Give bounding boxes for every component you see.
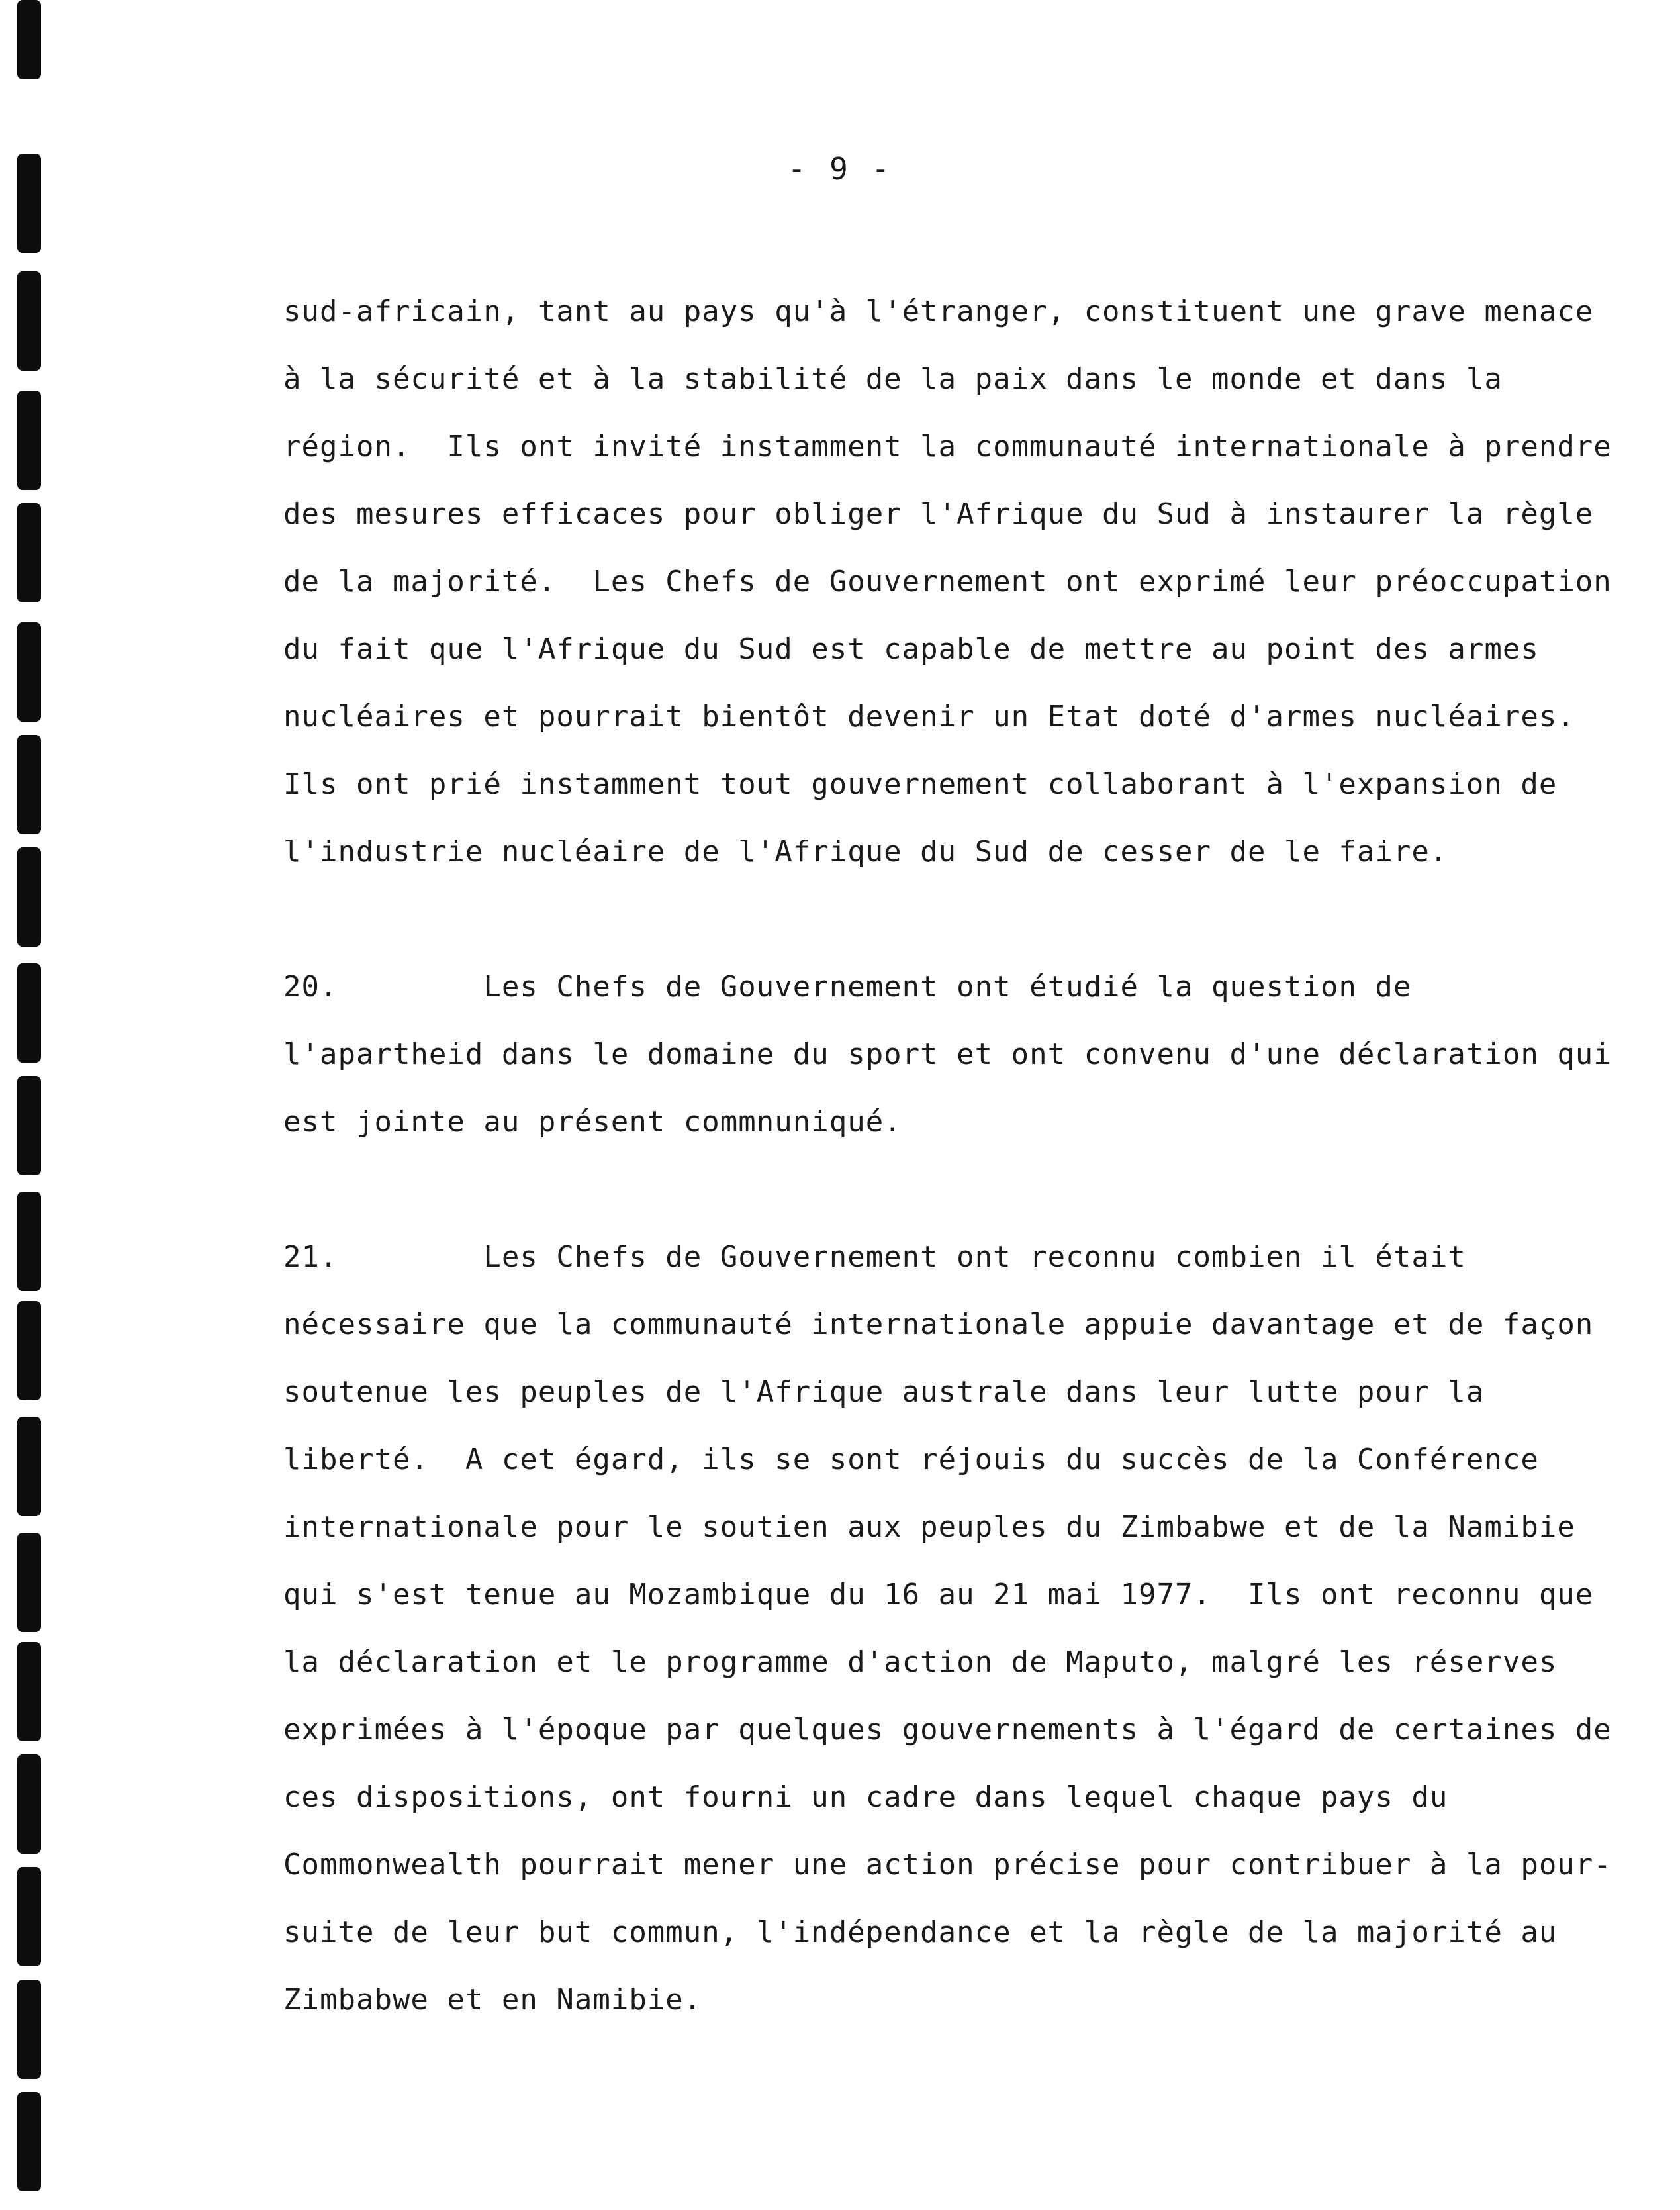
punch-mark bbox=[17, 963, 41, 1063]
text-line: 20. Les Chefs de Gouvernement ont étudié la question de bbox=[283, 970, 1412, 1004]
punch-mark bbox=[17, 1980, 41, 2079]
punch-mark bbox=[17, 271, 41, 371]
punch-mark bbox=[17, 2092, 41, 2191]
text-line: est jointe au présent commnuniqué. bbox=[283, 1105, 902, 1139]
punch-mark bbox=[17, 1192, 41, 1291]
text-line: à la sécurité et à la stabilité de la paix dans le monde et dans la bbox=[283, 362, 1503, 396]
punch-mark bbox=[17, 503, 41, 602]
punch-mark bbox=[17, 1301, 41, 1400]
text-line: soutenue les peuples de l'Afrique australe dans leur lutte pour la bbox=[283, 1375, 1485, 1409]
punch-mark bbox=[17, 391, 41, 490]
text-line: sud-africain, tant au pays qu'à l'étranger, constituent une grave menace bbox=[283, 295, 1594, 328]
text-line: de la majorité. Les Chefs de Gouvernement ont exprimé leur préoccupation bbox=[283, 565, 1612, 599]
punch-mark bbox=[17, 0, 41, 79]
text-line: nécessaire que la communauté internationale appuie davantage et de façon bbox=[283, 1308, 1594, 1341]
text-line: Commonwealth pourrait mener une action précise pour contribuer à la pour- bbox=[283, 1848, 1612, 1882]
text-line: la déclaration et le programme d'action de Maputo, malgré les réserves bbox=[283, 1645, 1558, 1679]
punch-mark bbox=[17, 847, 41, 947]
binding-punch-strip bbox=[11, 0, 50, 2210]
punch-mark bbox=[17, 1754, 41, 1854]
paragraph-continued bbox=[283, 278, 1612, 886]
text-line: du fait que l'Afrique du Sud est capable de mettre au point des armes bbox=[283, 632, 1539, 666]
punch-mark bbox=[17, 735, 41, 834]
text-line: suite de leur but commun, l'indépendance et la règle de la majorité au bbox=[283, 1915, 1558, 1949]
text-line: qui s'est tenue au Mozambique du 16 au 21 mai 1977. Ils ont reconnu que bbox=[283, 1578, 1594, 1611]
punch-mark bbox=[17, 622, 41, 722]
punch-mark bbox=[17, 1867, 41, 1966]
paragraph-20 bbox=[283, 953, 1612, 1156]
document-body bbox=[283, 278, 1612, 2101]
text-line: internationale pour le soutien aux peuples du Zimbabwe et de la Namibie bbox=[283, 1510, 1575, 1544]
text-line: Ils ont prié instamment tout gouvernement collaborant à l'expansion de bbox=[283, 767, 1558, 801]
punch-mark bbox=[17, 1533, 41, 1632]
punch-mark bbox=[17, 1642, 41, 1741]
punch-mark bbox=[17, 1076, 41, 1175]
punch-mark bbox=[17, 1417, 41, 1516]
text-line: des mesures efficaces pour obliger l'Afrique du Sud à instaurer la règle bbox=[283, 497, 1594, 531]
text-line: l'apartheid dans le domaine du sport et ont convenu d'une déclaration qui bbox=[283, 1037, 1612, 1071]
text-line: région. Ils ont invité instamment la communauté internationale à prendre bbox=[283, 430, 1612, 463]
paragraph-21 bbox=[283, 1224, 1612, 2034]
text-line: 21. Les Chefs de Gouvernement ont reconnu combien il était bbox=[283, 1240, 1466, 1274]
text-line: Zimbabwe et en Namibie. bbox=[283, 1983, 702, 2017]
text-line: ces dispositions, ont fourni un cadre dans lequel chaque pays du bbox=[283, 1780, 1448, 1814]
text-line: nucléaires et pourrait bientôt devenir un Etat doté d'armes nucléaires. bbox=[283, 700, 1575, 734]
text-line: liberté. A cet égard, ils se sont réjouis du succès de la Conférence bbox=[283, 1443, 1539, 1476]
text-line: l'industrie nucléaire de l'Afrique du Sud de cesser de le faire. bbox=[283, 835, 1448, 869]
text-line: exprimées à l'époque par quelques gouvernements à l'égard de certaines de bbox=[283, 1713, 1612, 1747]
page-number: - 9 - bbox=[787, 151, 893, 187]
